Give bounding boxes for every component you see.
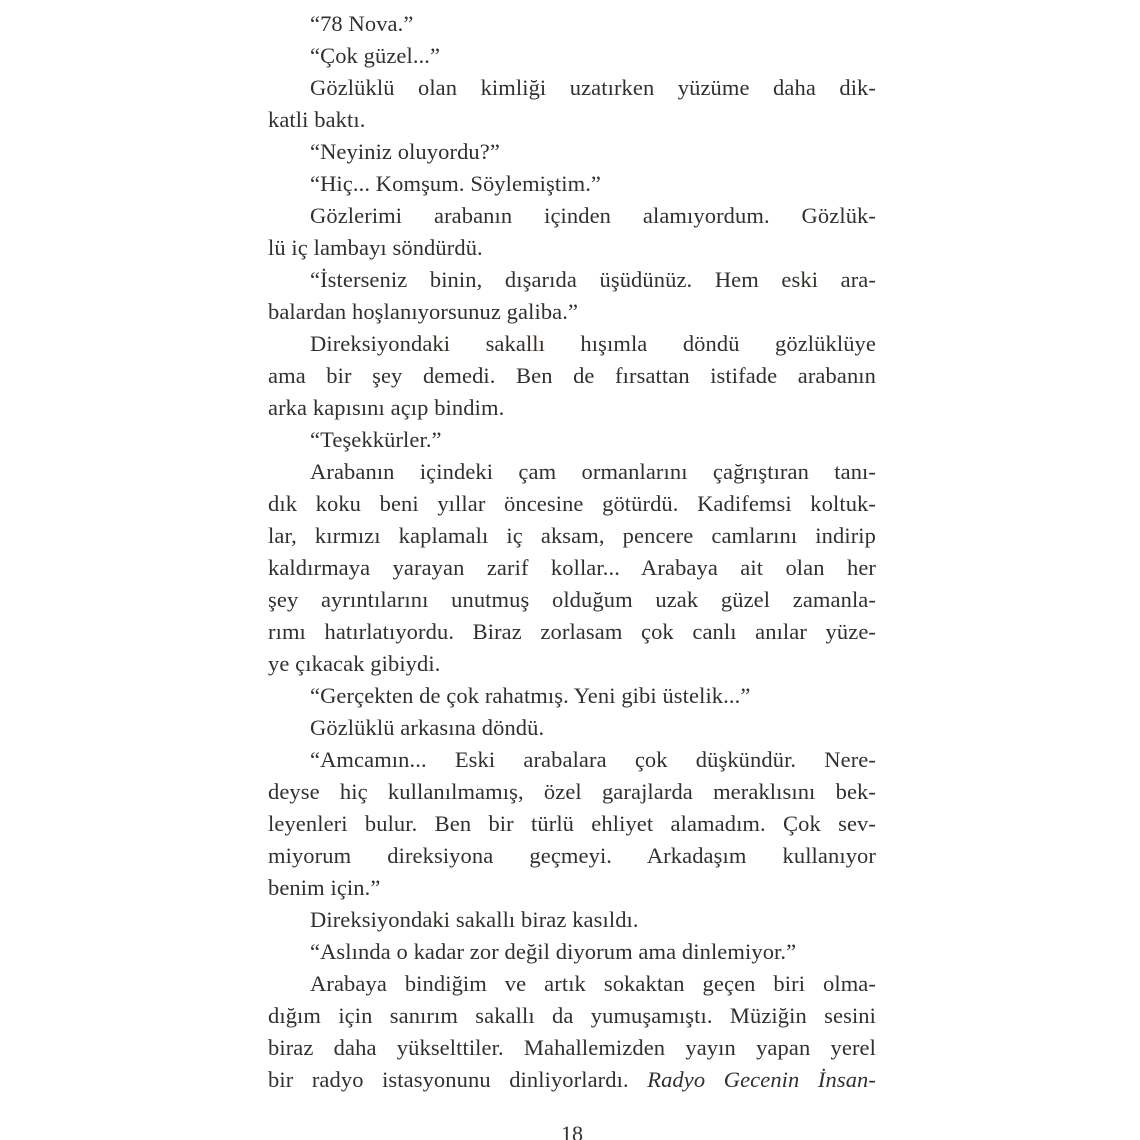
text-line (268, 136, 876, 168)
text-line (268, 680, 876, 712)
text-line (268, 616, 876, 648)
text-line-content: arka kapısını açıp bindim. (268, 395, 505, 420)
text-line-content: Arabaya bindiğim ve artık sokaktan geçen biri olma- (310, 971, 876, 996)
text-line-content: lü iç lambayı söndürdü. (268, 235, 483, 260)
text-line (268, 1032, 876, 1064)
text-line-content: Arabanın içindeki çam ormanlarını çağrıştıran tanı- (310, 459, 876, 484)
text-line-content: katli baktı. (268, 107, 366, 132)
text-line-content: bir radyo istasyonunu dinliyorlardı. (268, 1067, 648, 1092)
text-line-content: balardan hoşlanıyorsunuz galiba.” (268, 299, 579, 324)
text-line-content: “Neyiniz oluyordu?” (310, 139, 500, 164)
text-line (268, 968, 876, 1000)
text-line (268, 648, 876, 680)
text-line (268, 424, 876, 456)
text-line-content: “Amcamın... Eski arabalara çok düşkündür. Nere- (310, 747, 876, 772)
text-line (268, 456, 876, 488)
text-line (268, 872, 876, 904)
text-line-content: biraz daha yükselttiler. Mahallemizden yayın yapan yerel (268, 1035, 876, 1060)
text-line (268, 72, 876, 104)
text-line-content: Direksiyondaki sakallı biraz kasıldı. (310, 907, 639, 932)
text-line (268, 488, 876, 520)
text-block (268, 8, 876, 1096)
text-line-content: kaldırmaya yarayan zarif kollar... Arabaya ait olan her (268, 555, 876, 580)
text-line-content: lar, kırmızı kaplamalı iç aksam, pencere camlarını indirip (268, 523, 876, 548)
text-line-content: ye çıkacak gibiydi. (268, 651, 441, 676)
text-line (268, 296, 876, 328)
text-line-content: dığım için sanırım sakallı da yumuşamıştı. Müziğin sesini (268, 1003, 876, 1028)
text-line-content: ama bir şey demedi. Ben de fırsattan istifade arabanın (268, 363, 876, 388)
text-line-content: Gözlüklü arkasına döndü. (310, 715, 545, 740)
text-line (268, 840, 876, 872)
text-line-content: miyorum direksiyona geçmeyi. Arkadaşım kullanıyor (268, 843, 876, 868)
text-line (268, 168, 876, 200)
italic-radio-title: Radyo Gecenin İnsan- (647, 1067, 876, 1092)
text-line-content: “Hiç... Komşum. Söylemiştim.” (310, 171, 602, 196)
text-line-content: rımı hatırlatıyordu. Biraz zorlasam çok canlı anılar yüze- (268, 619, 876, 644)
text-line-content: deyse hiç kullanılmamış, özel garajlarda meraklısını bek- (268, 779, 876, 804)
text-line (268, 904, 876, 936)
text-line-content: Gözlerimi arabanın içinden alamıyordum. Gözlük- (310, 203, 876, 228)
text-line (268, 328, 876, 360)
text-line-content: “Gerçekten de çok rahatmış. Yeni gibi üstelik...” (310, 683, 751, 708)
text-line-content: leyenleri bulur. Ben bir türlü ehliyet alamadım. Çok sev- (268, 811, 876, 836)
text-line-content: “Aslında o kadar zor değil diyorum ama dinlemiyor.” (310, 939, 797, 964)
text-line-content: “Çok güzel...” (310, 43, 441, 68)
text-line (268, 776, 876, 808)
text-line (268, 1064, 876, 1096)
text-line (268, 8, 876, 40)
text-line (268, 40, 876, 72)
text-line (268, 808, 876, 840)
text-line-content: dık koku beni yıllar öncesine götürdü. Kadifemsi koltuk- (268, 491, 876, 516)
text-line (268, 360, 876, 392)
text-line (268, 712, 876, 744)
text-line (268, 232, 876, 264)
text-line (268, 392, 876, 424)
text-line (268, 552, 876, 584)
text-line-content: Gözlüklü olan kimliği uzatırken yüzüme daha dik- (310, 75, 876, 100)
text-line-content: benim için.” (268, 875, 381, 900)
page-number: 18 (561, 1121, 583, 1140)
text-line (268, 936, 876, 968)
text-line-content: “İsterseniz binin, dışarıda üşüdünüz. Hem eski ara- (310, 267, 876, 292)
text-line (268, 104, 876, 136)
text-line (268, 264, 876, 296)
text-line (268, 744, 876, 776)
text-line (268, 1000, 876, 1032)
text-line-content: Direksiyondaki sakallı hışımla döndü gözlüklüye (310, 331, 876, 356)
text-line-content: şey ayrıntılarını unutmuş olduğum uzak güzel zamanla- (268, 587, 876, 612)
text-line (268, 584, 876, 616)
text-line-content: “78 Nova.” (310, 11, 414, 36)
text-line (268, 520, 876, 552)
text-line (268, 200, 876, 232)
text-line-content: “Teşekkürler.” (310, 427, 442, 452)
